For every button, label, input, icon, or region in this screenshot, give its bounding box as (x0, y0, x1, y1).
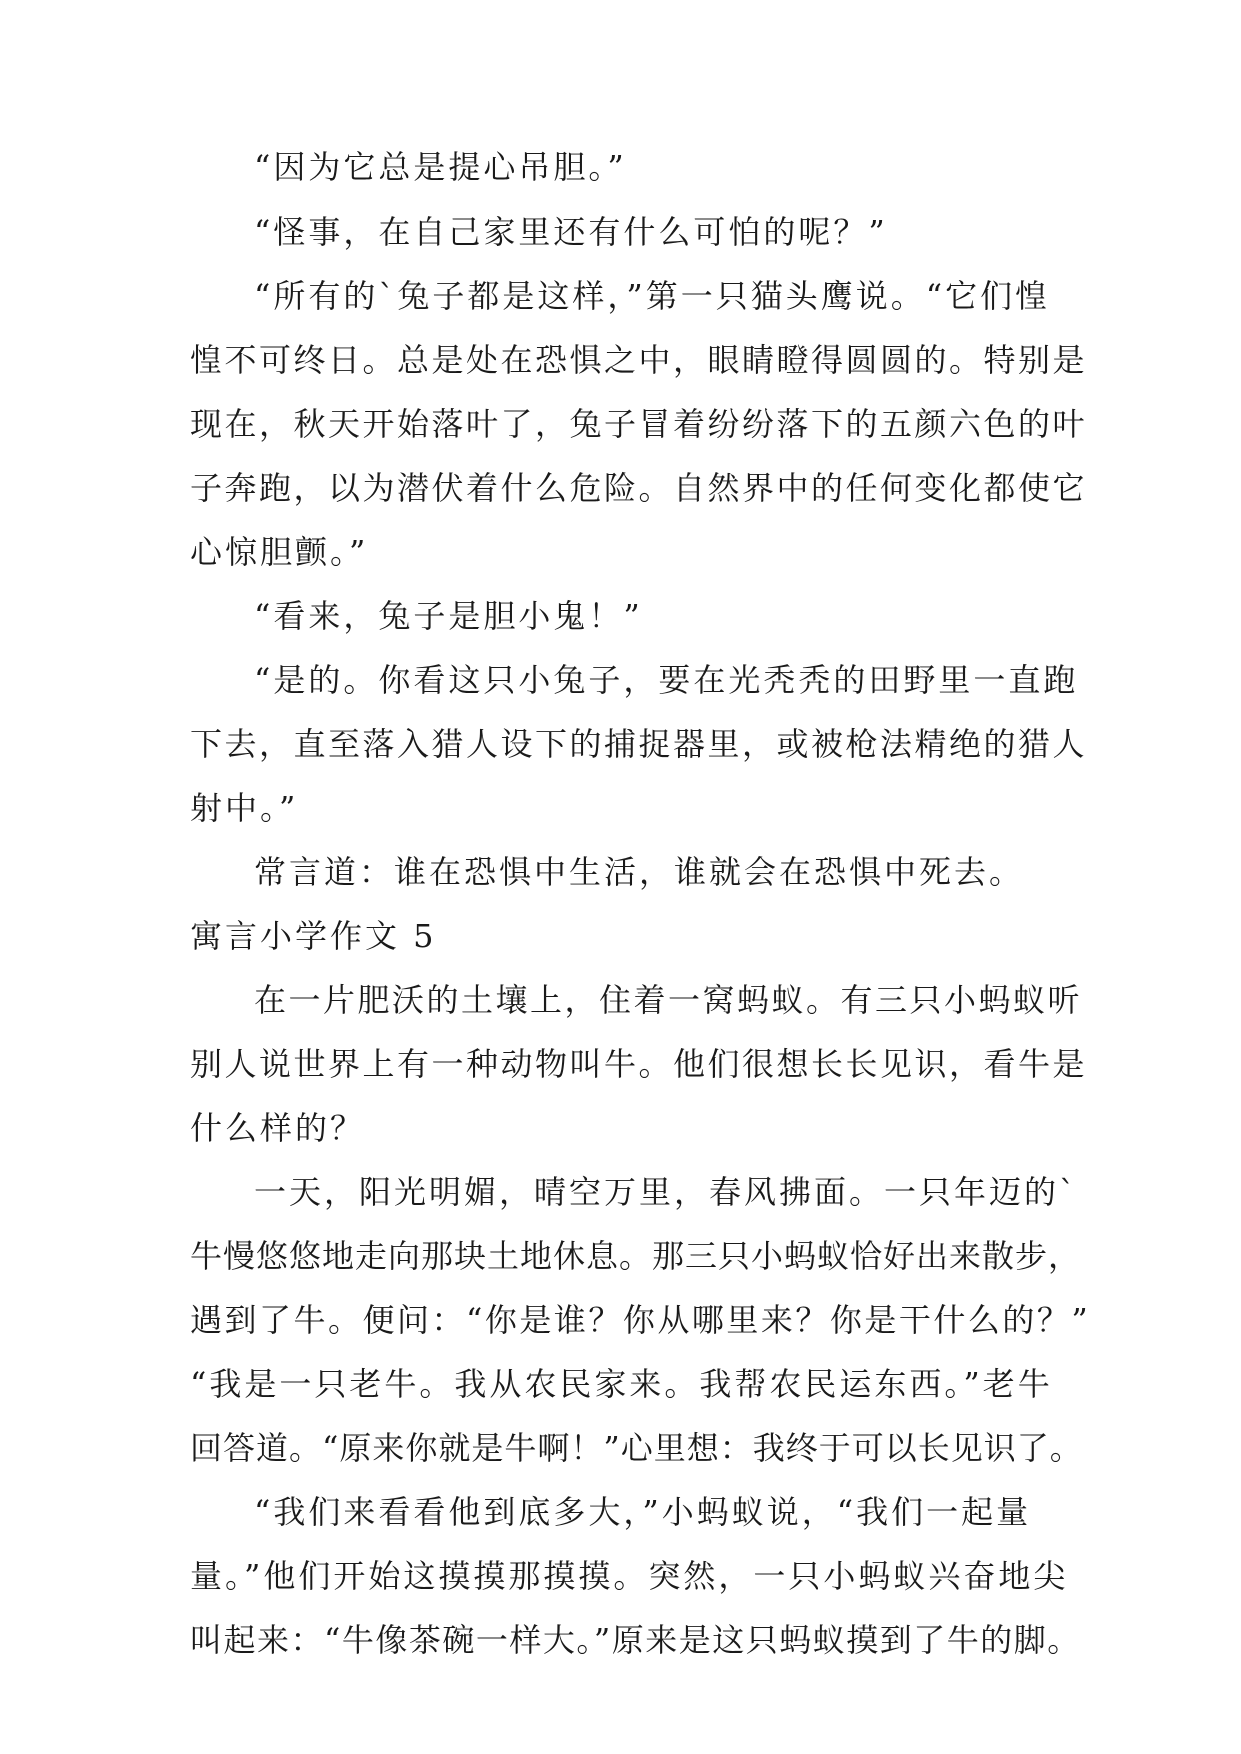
paragraph-line: “看来，兔子是胆小鬼！” (254, 597, 643, 635)
paragraph-line: 回答道。“原来你就是牛啊！”心里想：我终于可以长见识了。 (190, 1429, 1083, 1467)
paragraph-line: 遇到了牛。便问：“你是谁？你从哪里来？你是干什么的？” (190, 1301, 1091, 1339)
paragraph-line: “我们来看看他到底多大，”小蚂蚁说，“我们一起量 (254, 1493, 1032, 1531)
paragraph-line: 别人说世界上有一种动物叫牛。他们很想长长见识，看牛是 (190, 1045, 1088, 1083)
paragraph-line: 常言道：谁在恐惧中生活，谁就会在恐惧中死去。 (254, 853, 1025, 891)
section-heading: 寓言小学作文 5 (190, 917, 437, 955)
paragraph-line: 惶不可终日。总是处在恐惧之中，眼睛瞪得圆圆的。特别是 (190, 341, 1088, 379)
paragraph-line: 现在，秋天开始落叶了，兔子冒着纷纷落下的五颜六色的叶 (190, 405, 1088, 443)
paragraph-line: 什么样的？ (190, 1109, 366, 1147)
paragraph-line: 牛慢悠悠地走向那块土地休息。那三只小蚂蚁恰好出来散步， (190, 1237, 1082, 1275)
paragraph-line: 量。”他们开始这摸摸那摸摸。突然，一只小蚂蚁兴奋地尖 (190, 1557, 1069, 1595)
paragraph-line: 在一片肥沃的土壤上，住着一窝蚂蚁。有三只小蚂蚁听 (254, 981, 1083, 1019)
paragraph-line: “所有的`兔子都是这样，”第一只猫头鹰说。“它们惶 (254, 277, 1051, 315)
paragraph-line: “怪事，在自己家里还有什么可怕的呢？” (254, 213, 888, 251)
paragraph-line: 下去，直至落入猎人设下的捕捉器里，或被枪法精绝的猎人 (190, 725, 1088, 763)
paragraph-line: “我是一只老牛。我从农民家来。我帮农民运东西。”老牛 (190, 1365, 1053, 1403)
paragraph-line: 子奔跑，以为潜伏着什么危险。自然界中的任何变化都使它 (190, 469, 1088, 507)
paragraph-line: 心惊胆颤。” (190, 533, 369, 571)
paragraph-line: “因为它总是提心吊胆。” (254, 148, 627, 186)
paragraph-line: 一天，阳光明媚，晴空万里，春风拂面。一只年迈的` (254, 1173, 1079, 1211)
paragraph-line: 叫起来：“牛像茶碗一样大。”原来是这只蚂蚁摸到了牛的脚。 (190, 1621, 1081, 1659)
paragraph-line: 射中。” (190, 789, 299, 827)
paragraph-line: “是的。你看这只小兔子，要在光秃秃的田野里一直跑 (254, 661, 1079, 699)
